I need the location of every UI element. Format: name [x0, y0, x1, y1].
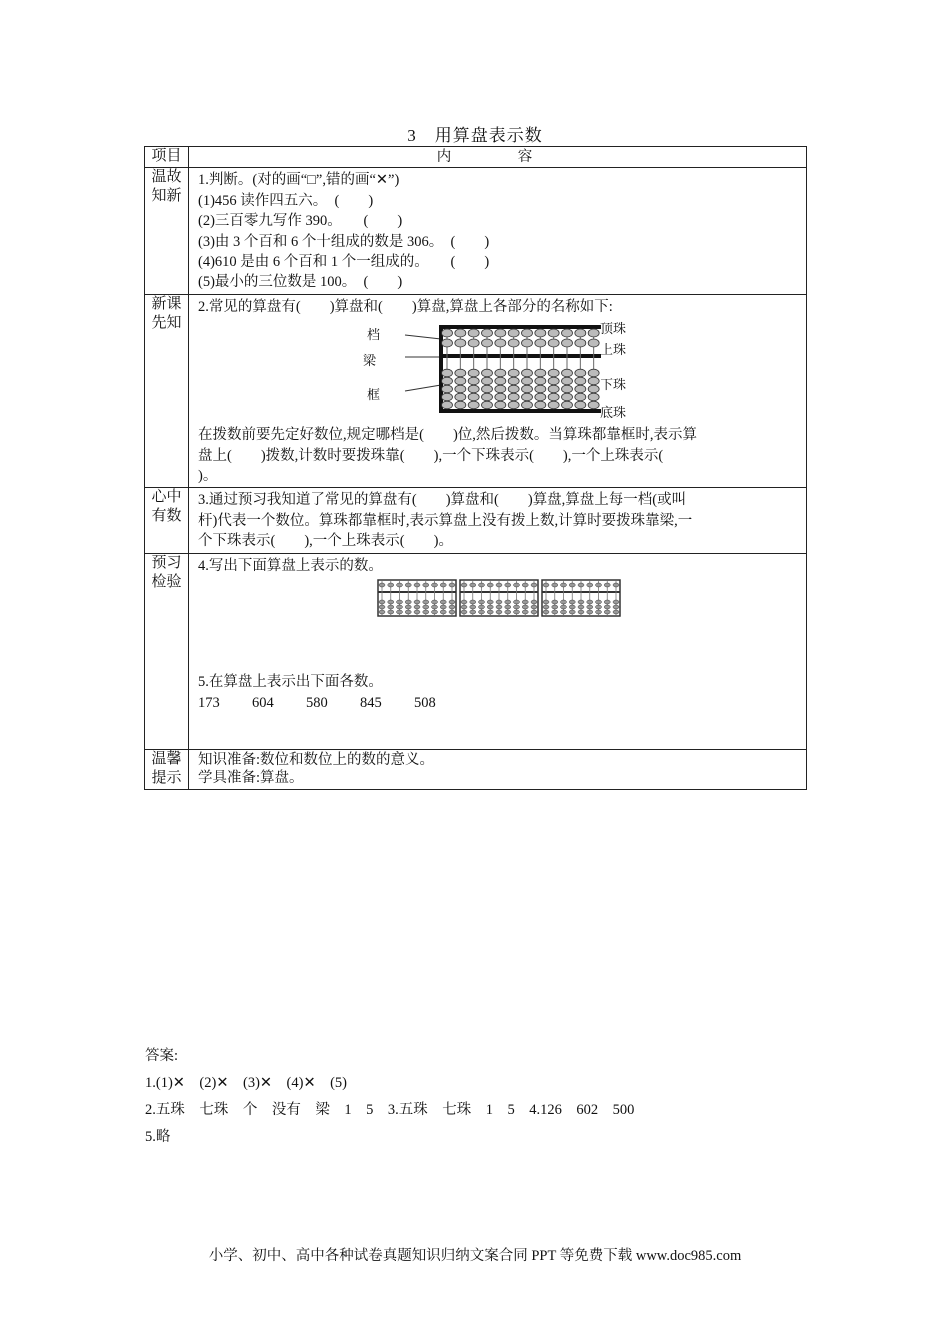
q2-text: )。 [198, 468, 218, 485]
abacus-bead [588, 385, 599, 393]
review-line: (5)最小的三位数是 100。 ( ) [198, 274, 403, 291]
abacus-bead [575, 329, 586, 337]
pointer-line [405, 385, 441, 391]
abacus-bead [522, 329, 533, 337]
number-item: 173 [198, 694, 220, 711]
abacus-bead [548, 377, 559, 385]
number-item: 508 [414, 694, 436, 711]
small-abacus-bead [470, 600, 476, 604]
page-title: 3 用算盘表示数 [407, 126, 543, 145]
abacus-bead [535, 393, 546, 401]
small-abacus-bead [479, 610, 485, 614]
abacus-bead [522, 369, 533, 377]
review-line: (1)456 读作四五六。 ( ) [198, 192, 374, 209]
row-tips [145, 749, 807, 789]
review-line: (2)三百零九写作 390。 ( ) [198, 213, 403, 230]
abacus-bead [522, 393, 533, 401]
abacus-bead [495, 377, 506, 385]
small-abacus-bead [440, 605, 446, 609]
abacus-bead [575, 393, 586, 401]
small-abacus-bead [388, 583, 394, 587]
abacus-bead [442, 369, 453, 377]
small-abacus-bead [432, 583, 438, 587]
tips-content [189, 749, 807, 789]
abacus-bead [575, 369, 586, 377]
q2-text: 在拨数前要先定好数位,规定哪档是( )位,然后拨数。当算珠都靠框时,表示算 [198, 427, 698, 444]
abacus-bead [548, 393, 559, 401]
abacus-bead [508, 339, 519, 347]
small-abacus-bead [552, 583, 558, 587]
small-abacus-bead [505, 600, 511, 604]
small-abacus-bead [604, 610, 610, 614]
small-abacus-bead [388, 605, 394, 609]
small-abacus-bead [587, 605, 593, 609]
abacus-bead [548, 339, 559, 347]
abacus-bead [575, 339, 586, 347]
small-abacus-bead [587, 610, 593, 614]
small-abacus-bead [552, 605, 558, 609]
tip-line: 学具准备:算盘。 [198, 769, 304, 786]
label-rod: 档 [367, 327, 381, 343]
small-abacus-bead [479, 583, 485, 587]
small-abacus-bead [449, 605, 455, 609]
abacus-bead [508, 393, 519, 401]
abacus-bead [548, 401, 559, 409]
small-abacus-bead [414, 610, 420, 614]
abacus-bead [468, 339, 479, 347]
row-label-review: 温故知新 [145, 168, 189, 294]
row-new-lesson [145, 294, 807, 488]
small-abacus-bead [405, 610, 411, 614]
small-abacus-bead [522, 583, 528, 587]
row-label-preview-check: 预习检验 [145, 553, 189, 749]
abacus-figure [361, 319, 601, 423]
lesson-table [144, 146, 807, 790]
small-abacus-bead [569, 610, 575, 614]
number-item: 604 [252, 694, 274, 711]
table-header-row [145, 147, 807, 168]
small-abacus-bead [470, 605, 476, 609]
q2-text: 盘上( )拨数,计数时要拨珠靠( ),一个下珠表示( ),一个上珠表示( [198, 447, 664, 464]
small-abacus-bead [569, 600, 575, 604]
abacus-bead [508, 369, 519, 377]
row-label-understand: 心中有数 [145, 488, 189, 553]
abacus-bead [522, 385, 533, 393]
small-abacus-bead [613, 610, 619, 614]
abacus-bead [562, 329, 573, 337]
abacus-bead [588, 393, 599, 401]
review-content [189, 168, 807, 294]
small-abacus-bead [479, 600, 485, 604]
small-abacus-bead [543, 605, 549, 609]
small-abacus-bead [461, 583, 467, 587]
small-abacus-bead [379, 600, 385, 604]
footer: 小学、初中、高中各种试卷真题知识归纳文案合同 PPT 等免费下载 www.doc985.com [208, 1248, 742, 1264]
small-abacus-bead [405, 583, 411, 587]
answer-line: 1.(1)✕ (2)✕ (3)✕ (4)✕ (5) [145, 1075, 348, 1091]
small-abacus-bead [423, 610, 429, 614]
abacus-bead [495, 401, 506, 409]
abacus-bead [535, 339, 546, 347]
abacus-bead [575, 385, 586, 393]
preview-check-content [189, 553, 807, 749]
label-upper-bead: 上珠 [600, 342, 627, 358]
small-abacus-bead [604, 600, 610, 604]
small-abacus-bead [432, 605, 438, 609]
small-abacus-bead [569, 583, 575, 587]
small-abacus-bead [514, 600, 520, 604]
abacus-bead [522, 377, 533, 385]
abacus-bead [548, 329, 559, 337]
review-line: 1.判断。(对的画“□”,错的画“✕”) [198, 172, 400, 189]
small-abacus-bead [379, 583, 385, 587]
small-abacus-bead [531, 605, 537, 609]
abacus-bead [495, 369, 506, 377]
abacus-bead [468, 385, 479, 393]
new-lesson-content [189, 294, 807, 488]
small-abacus-bead [505, 610, 511, 614]
small-abacus-bead [397, 605, 403, 609]
small-abacus-bead [543, 600, 549, 604]
header-content: 内 容 [189, 147, 807, 168]
small-abacus-bead [613, 583, 619, 587]
small-abacus-bead [552, 600, 558, 604]
small-abacus-bead [487, 610, 493, 614]
small-abacus-bead [578, 605, 584, 609]
small-abacus-bead [514, 583, 520, 587]
review-line: (3)由 3 个百和 6 个十组成的数是 306。 ( ) [198, 233, 490, 250]
small-abacus-bead [487, 600, 493, 604]
small-abacus-bead [552, 610, 558, 614]
small-abacus-bead [496, 600, 502, 604]
small-abacus-bead [522, 600, 528, 604]
abacus-bead [468, 369, 479, 377]
small-abacus-bead [578, 583, 584, 587]
small-abacus-bead [561, 605, 567, 609]
abacus-bead [588, 339, 599, 347]
small-abacus-bead [379, 605, 385, 609]
abacus-bead [455, 329, 466, 337]
small-abacus-bead [440, 610, 446, 614]
row-preview-check [145, 553, 807, 749]
abacus-bead [442, 393, 453, 401]
small-abacus-bead [414, 605, 420, 609]
small-abacus-bead [461, 605, 467, 609]
small-abacus-bead [604, 583, 610, 587]
small-abacus-bead [405, 605, 411, 609]
small-abacus-bead [414, 600, 420, 604]
small-abacus-bead [596, 610, 602, 614]
small-abacus-bead [561, 610, 567, 614]
abacus-bead [455, 401, 466, 409]
label-top-bead: 顶珠 [600, 321, 627, 337]
small-abacus-bead [561, 600, 567, 604]
abacus-bead [562, 393, 573, 401]
abacus-bead [535, 377, 546, 385]
small-abacus-bead [487, 605, 493, 609]
small-abacus-bead [596, 600, 602, 604]
abacus-bead [482, 393, 493, 401]
q3-line: 3.通过预习我知道了常见的算盘有( )算盘和( )算盘,算盘上每一档(或叫 [198, 492, 687, 509]
small-abacus-bead [470, 610, 476, 614]
q2-intro: 2.常见的算盘有( )算盘和( )算盘,算盘上各部分的名称如下: [198, 298, 613, 315]
abacus-bead [468, 329, 479, 337]
abacus-bead [442, 385, 453, 393]
abacus-bead [588, 377, 599, 385]
small-abacus-bead [414, 583, 420, 587]
answer-line: 5.略 [145, 1129, 171, 1145]
abacus-bead [508, 377, 519, 385]
abacus-bead [508, 401, 519, 409]
small-abacus-bead [596, 583, 602, 587]
small-abacus-bead [514, 610, 520, 614]
small-abacus-bead [432, 600, 438, 604]
abacus-bead [535, 369, 546, 377]
small-abacus-bead [449, 610, 455, 614]
abacus-bead [455, 393, 466, 401]
small-abacus-bead [587, 600, 593, 604]
abacus-bead [562, 377, 573, 385]
abacus-bead [588, 369, 599, 377]
abacus-bead [482, 339, 493, 347]
abacus-bead [588, 329, 599, 337]
abacus-bead [495, 329, 506, 337]
understand-content [189, 488, 807, 553]
q5-text: 5.在算盘上表示出下面各数。 [198, 674, 383, 691]
small-abacus-bead [505, 605, 511, 609]
small-abacus-bead [505, 583, 511, 587]
abacus-bead [468, 377, 479, 385]
abacus-bead [495, 339, 506, 347]
small-abacus-bead [397, 583, 403, 587]
small-abacus-bead [613, 605, 619, 609]
small-abacus-bead [440, 600, 446, 604]
abacus-bead [562, 339, 573, 347]
abacus-bead [535, 401, 546, 409]
small-abacus-bead [531, 600, 537, 604]
q3-line: 杆)代表一个数位。算珠都靠框时,表示算盘上没有拨上数,计算时要拨珠靠梁,一 [198, 512, 693, 529]
abacus-bead [482, 329, 493, 337]
small-abacus-bead [461, 610, 467, 614]
small-abacus-bead [543, 610, 549, 614]
q4-text: 4.写出下面算盘上表示的数。 [198, 557, 383, 574]
small-abacus-bead [461, 600, 467, 604]
small-abacus-bead [531, 583, 537, 587]
small-abacus-bead [397, 610, 403, 614]
number-item: 845 [360, 694, 382, 711]
abacus-bead [562, 369, 573, 377]
row-label-new-lesson: 新课先知 [145, 294, 189, 488]
abacus-bead [482, 377, 493, 385]
small-abacus-bead [449, 600, 455, 604]
small-abacus-bead [596, 605, 602, 609]
row-understand [145, 488, 807, 553]
q5-numbers [198, 693, 798, 713]
abacus-bead [508, 329, 519, 337]
small-abacus-bead [613, 600, 619, 604]
abacus-bead [482, 385, 493, 393]
abacus-bead [548, 369, 559, 377]
small-abacus-bead [405, 600, 411, 604]
abacus-bead [495, 385, 506, 393]
small-abacus-bead [587, 583, 593, 587]
answers-heading: 答案: [145, 1048, 179, 1064]
abacus-bead [482, 401, 493, 409]
abacus-bead [508, 385, 519, 393]
small-abacus-bead [496, 583, 502, 587]
small-abacus-bead [522, 605, 528, 609]
small-abacus-bead [397, 600, 403, 604]
abacus-bead [535, 329, 546, 337]
small-abacus-bead [440, 583, 446, 587]
abacus-beam [441, 354, 601, 358]
small-abacus-bead [578, 600, 584, 604]
abacus-bead [562, 385, 573, 393]
abacus-bead [468, 401, 479, 409]
label-beam: 梁 [363, 353, 377, 369]
abacus-bead [455, 339, 466, 347]
abacus-bead [455, 385, 466, 393]
tip-line: 知识准备:数位和数位上的数的意义。 [198, 751, 435, 768]
small-abacus-bead [604, 605, 610, 609]
small-abacus-bead [514, 605, 520, 609]
label-bottom-bead: 底珠 [600, 405, 627, 421]
row-label-tips: 温馨提示 [145, 749, 189, 789]
small-abacus-bead [379, 610, 385, 614]
pointer-line [405, 335, 441, 339]
small-abacus-bead [470, 583, 476, 587]
abacus-bead [442, 377, 453, 385]
abacus-bead [495, 393, 506, 401]
small-abacus-bead [487, 583, 493, 587]
abacus-bead [588, 401, 599, 409]
abacus-diagram [198, 317, 798, 425]
abacus-bead [442, 329, 453, 337]
abacus-bead [442, 401, 453, 409]
small-abacus-bead [449, 583, 455, 587]
small-abacus-bead [432, 610, 438, 614]
abacus-bead [455, 369, 466, 377]
row-review [145, 168, 807, 294]
abacus-bead [522, 401, 533, 409]
abacus-bead [455, 377, 466, 385]
small-abacus-bead [423, 600, 429, 604]
small-abacus-bead [388, 600, 394, 604]
small-abacus-bead [423, 583, 429, 587]
small-abacus-bead [496, 605, 502, 609]
small-abacus-bead [543, 583, 549, 587]
small-abacus-bead [569, 605, 575, 609]
abacus-bead [442, 339, 453, 347]
small-abacus-bead [578, 610, 584, 614]
abacus-bead [548, 385, 559, 393]
label-frame: 框 [367, 387, 381, 403]
abacus-bead [535, 385, 546, 393]
abacus-bead [522, 339, 533, 347]
abacus-bead [468, 393, 479, 401]
small-abacus-bead [423, 605, 429, 609]
small-abacus-bead [388, 610, 394, 614]
small-abacus-bead [496, 610, 502, 614]
abacus-bead [562, 401, 573, 409]
small-abacus-bead [479, 605, 485, 609]
answers-section [145, 1043, 634, 1151]
review-line: (4)610 是由 6 个百和 1 个一组成的。 ( ) [198, 254, 490, 271]
small-abaci [198, 576, 798, 672]
answer-line: 2.五珠 七珠 个 没有 梁 1 5 3.五珠 七珠 1 5 4.126 602 500 [145, 1102, 635, 1118]
abacus-bead [482, 369, 493, 377]
q3-line: 个下珠表示( ),一个上珠表示( )。 [198, 533, 453, 550]
number-item: 580 [306, 694, 328, 711]
small-abacus-bead [561, 583, 567, 587]
small-abacus-bead [531, 610, 537, 614]
header-item: 项目 [145, 147, 189, 168]
abacus-bead [575, 377, 586, 385]
small-abacus-bead [522, 610, 528, 614]
abacus-bead [575, 401, 586, 409]
label-lower-bead: 下珠 [600, 377, 627, 393]
small-abacus-figures [376, 578, 626, 620]
